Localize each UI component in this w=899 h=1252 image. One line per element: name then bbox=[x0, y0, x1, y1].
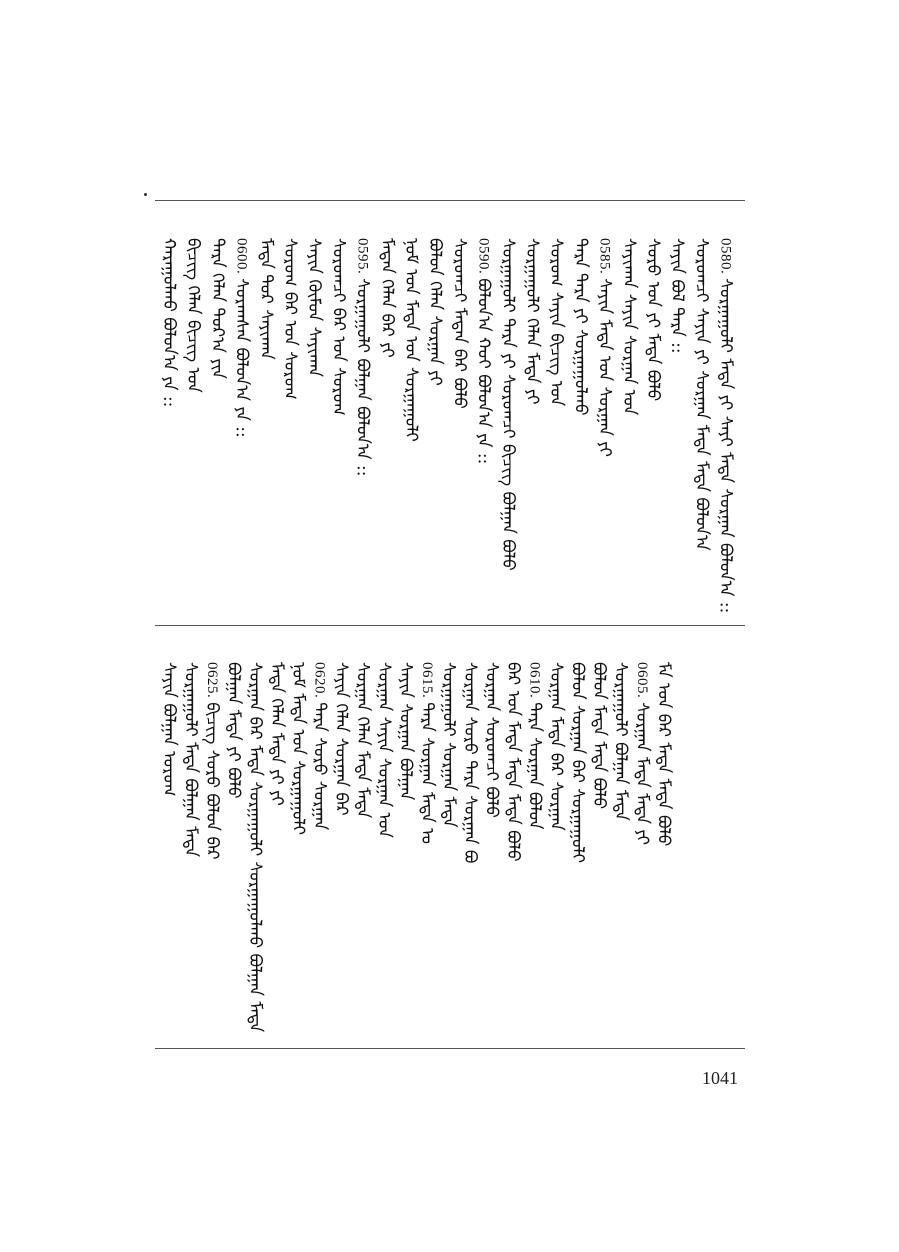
text-column bbox=[545, 662, 567, 831]
verse-text: ᠰᠠᠶᠢᠨ ᠬᠡᠯᠡᠨ ᠰᠤᠷᠭᠠᠨ ᠪᠠᠷ bbox=[331, 662, 351, 816]
text-column bbox=[424, 238, 446, 386]
text-column bbox=[352, 662, 374, 818]
text-column bbox=[182, 238, 204, 393]
verse-text: ᠰᠠᠶᠢᠬᠠᠨ ᠰᠠᠶᠢᠨ ᠰᠤᠷᠭᠠᠨ ᠤᠨ bbox=[618, 238, 639, 416]
text-column bbox=[653, 662, 675, 846]
text-column bbox=[715, 238, 737, 613]
verse-text: ᠰᠤᠷᠠᠭᠰᠠᠨ ᠪᠣᠯᠤᠨ᠎ᠠ ᠶᠡ :: bbox=[231, 278, 252, 438]
text-column bbox=[545, 238, 567, 406]
text-column bbox=[327, 238, 349, 416]
text-column bbox=[497, 238, 519, 571]
text-column bbox=[373, 662, 395, 838]
text-column bbox=[631, 662, 653, 845]
line-number: 0595. bbox=[354, 238, 371, 275]
verse-text: ᠪᠢᠴᠢᠭ᠌ ᠬᠡᠯᠡᠨ ᠪᠢᠴᠢᠭ᠌ ᠤᠨ bbox=[183, 238, 204, 393]
text-column bbox=[201, 662, 223, 860]
line-number: 0620. bbox=[311, 662, 328, 699]
line-number: 0590. bbox=[475, 238, 492, 275]
verse-text: ᠪᠣᠯᠤᠨ ᠬᠡᠯᠡᠨ ᠰᠤᠷᠭᠠᠨ ᠶᠢ bbox=[425, 238, 446, 386]
verse-text: ᠰᠤᠷᠤᠭ ᠰᠠᠶᠢᠨ ᠪᠢᠴᠢᠭ᠌ ᠤᠨ bbox=[546, 238, 567, 407]
verse-text: ᠰᠠᠶᠢᠨ ᠬᠦᠮᠦᠨ ᠰᠠᠶᠢᠬᠠᠨ bbox=[304, 238, 325, 378]
verse-text: ᠨᠣᠮ ᠤᠨ ᠮᠡᠳᠡ ᠤᠨ ᠰᠤᠷᠭᠠᠭᠤᠯᠢ bbox=[401, 238, 421, 442]
verse-text: ᠪᠢᠴᠢᠭ᠌ ᠰᠤᠷᠤ ᠪᠣᠯᠤᠨ ᠪᠠᠷ bbox=[202, 702, 222, 860]
text-column bbox=[438, 662, 460, 828]
text-column bbox=[481, 662, 503, 818]
lower-text-block bbox=[150, 662, 750, 1042]
text-column bbox=[158, 662, 180, 796]
verse-text: ᠰᠤᠷᠤ ᠤᠨ ᠶᠢ ᠮᠡᠳᠡ ᠪᠣᠯᠤ bbox=[643, 238, 663, 402]
verse-text: ᠬᠠᠷᠠᠭᠤᠯᠬᠤ ᠪᠣᠯᠤᠨ᠎ᠠ ᠶᠡ :: bbox=[159, 238, 179, 408]
text-column bbox=[395, 662, 417, 800]
verse-text: ᠰᠤᠷᠭᠠᠭᠤᠯᠢ ᠮᠡᠳᠡ ᠶᠢ ᠰᠠᠶᠢ ᠮᠡᠳᠡ ᠰᠤᠷᠭᠠᠨ ᠪᠣᠯᠤᠨ᠎ᠠ :: bbox=[715, 278, 736, 614]
text-column bbox=[352, 238, 374, 477]
verse-text: ᠪᠣᠯᠤᠨ ᠰᠤᠷᠭᠠᠨ ᠪᠠᠷ ᠰᠤᠷᠭᠠᠭᠤᠯᠢ bbox=[567, 662, 588, 863]
verse-text: ᠲᠡᠷᠡ ᠰᠤᠷᠭᠠᠨ ᠪᠣᠯᠤᠨ bbox=[524, 702, 545, 830]
line-number: 0600. bbox=[233, 238, 250, 275]
text-column bbox=[642, 238, 664, 401]
verse-text: ᠰᠤᠷᠭᠠᠭᠤᠯᠢ ᠬᠡᠯᠡᠨ ᠮᠡᠳᠡ ᠶᠢ bbox=[522, 238, 542, 405]
verse-text: ᠨᠣᠮ ᠮᠡᠳᠡ ᠤᠨ ᠰᠤᠷᠭᠠᠭᠤᠯᠢ bbox=[288, 662, 308, 835]
text-column bbox=[400, 238, 422, 442]
verse-text: ᠰᠤᠷᠭᠠᠭᠤᠯᠢ ᠰᠤᠷᠭᠠᠨ ᠮᠡᠳᠡ bbox=[438, 662, 459, 828]
text-column bbox=[287, 662, 309, 835]
line-number: 0625. bbox=[204, 662, 220, 699]
text-column bbox=[448, 238, 470, 409]
verse-text: ᠲᠡᠷᠡ ᠬᠡᠯᠡᠨ ᠳᠤᠷ᠎ᠠ ᠶᠢᠨ bbox=[207, 238, 228, 379]
line-number: 0585. bbox=[596, 238, 613, 275]
text-column bbox=[588, 662, 610, 809]
text-column bbox=[244, 662, 266, 1032]
verse-text: ᠰᠠᠶᠢᠨ ᠰᠤᠷᠭᠠᠨ ᠪᠣᠯᠭᠠᠨ bbox=[395, 662, 416, 801]
text-column bbox=[666, 238, 688, 354]
verse-text: ᠰᠠᠶᠢᠨ ᠪᠣᠯᠭᠠᠨ ᠤᠷᠤᠭ bbox=[159, 662, 179, 797]
verse-text: ᠰᠤᠷᠭᠠᠭᠤᠯᠢ ᠪᠣᠯᠭᠠᠨ ᠪᠣᠯᠤᠨ᠎ᠠ :: bbox=[352, 278, 373, 477]
text-column bbox=[266, 662, 288, 806]
text-column bbox=[594, 238, 616, 457]
verse-text: ᠰᠠᠶᠢᠨ ᠪᠣᠯ ᠲᠡᠷᠡ :: bbox=[667, 238, 688, 354]
text-column bbox=[569, 238, 591, 416]
margin-dot bbox=[144, 193, 147, 196]
line-number: 0605. bbox=[634, 662, 650, 699]
text-column bbox=[231, 238, 253, 438]
verse-text: ᠰᠤᠷᠤᠭᠴᠢ ᠰᠠᠶᠢᠨ ᠶᠢ ᠰᠤᠷᠭᠠᠨ ᠮᠡᠳᠡ ᠮᠡᠳᠡ ᠪᠣᠯᠤᠨ᠎ᠠ bbox=[691, 238, 712, 551]
verse-text: ᠪᠣᠯᠤᠨ᠎ᠠ ᠬᠤᠢ ᠪᠣᠯᠤᠨ᠎ᠠ ᠶᠡ :: bbox=[473, 278, 494, 465]
page-number: 1041 bbox=[702, 1068, 738, 1088]
verse-text: ᠲᠡᠷᠡ ᠲᠡᠷᠡ ᠶᠢ ᠰᠤᠷᠭᠠᠭᠤᠯᠬᠤ bbox=[570, 238, 591, 416]
text-column bbox=[330, 662, 352, 816]
verse-text: ᠰᠤᠷᠤᠭᠴᠢ ᠪᠠᠷ ᠤᠨ ᠰᠤᠷᠤᠭ bbox=[328, 238, 349, 416]
verse-text: ᠰᠤᠷᠭᠠᠭᠤᠯᠢ ᠪᠣᠯᠭᠠᠨ ᠮᠡᠳᠡ bbox=[610, 662, 631, 821]
verse-text: ᠰᠤᠷᠤᠭᠴᠢ ᠮᠡᠳᠡᠨ ᠪᠠᠷ ᠪᠣᠯᠤ bbox=[449, 238, 470, 409]
verse-text: ᠰᠤᠷᠭᠠᠨ ᠮᠡᠳᠡ ᠮᠡᠳᠡ ᠶᠢ bbox=[632, 702, 652, 846]
line-number: 0615. bbox=[419, 662, 435, 699]
verse-text: ᠰᠤᠷᠭᠠᠨ ᠮᠡᠳᠡ ᠪᠠᠷ ᠰᠤᠷᠭᠠᠨ bbox=[546, 662, 566, 831]
verse-text: ᠪᠣᠯᠤᠨ ᠮᠡᠳᠡ ᠮᠡᠳᠡ ᠪᠣᠯᠤ bbox=[589, 662, 609, 810]
verse-text: ᠲᠡᠷᠡ ᠰᠤᠷᠭᠠᠨ ᠮᠡᠳᠡ ᠣ bbox=[417, 702, 437, 844]
text-column bbox=[618, 238, 640, 415]
text-column bbox=[206, 238, 228, 379]
verse-text: ᠮᠡᠳᠡᠨ ᠬᠡᠯᠡᠨ ᠪᠡᠷ ᠶᠢ bbox=[376, 238, 397, 358]
text-column bbox=[180, 662, 202, 857]
bottom-rule bbox=[155, 1048, 745, 1049]
text-column bbox=[610, 662, 632, 821]
verse-text: ᠰᠤᠷᠭᠠᠨ ᠰᠠᠶᠢᠨ ᠰᠤᠷᠭᠠᠨ ᠤᠨ bbox=[374, 662, 394, 838]
text-column bbox=[416, 662, 438, 844]
verse-text: ᠰᠤᠷᠭᠠᠨ ᠰᠤᠷᠤ ᠲᠡᠷᠡ ᠰᠤᠷᠭᠠᠨ ᠪᠣ bbox=[460, 662, 480, 864]
verse-text: ᠪᠣᠯᠭᠠᠨ ᠮᠡᠳᠡ ᠶᠢ ᠪᠣᠯᠤ bbox=[223, 662, 244, 799]
verse-text: ᠰᠤᠷᠭᠠᠭᠤᠯᠢ ᠮᠡᠳᠡ ᠪᠣᠯᠭᠠᠨ ᠮᠡᠳᠡ bbox=[180, 662, 201, 858]
verse-text: ᠮᠡᠳᠡ ᠳᠤᠷ ᠰᠠᠶᠢᠬᠠᠨ bbox=[255, 238, 276, 360]
text-column bbox=[279, 238, 301, 400]
upper-text-block bbox=[150, 238, 750, 618]
verse-text: ᠮᠡᠳᠡ ᠬᠡᠯᠡᠨ ᠮᠡᠳᠡ ᠶᠢ ᠶᠢ bbox=[266, 662, 287, 806]
text-column bbox=[524, 662, 546, 830]
text-column bbox=[502, 662, 524, 862]
verse-text: ᠰᠠᠶᠢᠨ ᠮᠡᠳᠡ ᠤᠨ ᠰᠤᠷᠭᠠᠨ ᠶᠢ bbox=[594, 278, 615, 457]
verse-text: ᠲᠡᠷᠡ ᠰᠤᠷᠤ ᠰᠤᠷᠭᠠᠨ bbox=[309, 702, 330, 831]
middle-rule bbox=[155, 625, 745, 626]
line-number: 0580. bbox=[717, 238, 734, 275]
text-column bbox=[223, 662, 245, 799]
text-column bbox=[473, 238, 495, 464]
verse-text: ᠰᠤᠷᠭᠠᠨ ᠪᠠᠷ ᠮᠡᠳᠡ ᠰᠤᠷᠭᠠᠭᠤᠯᠢ ᠰᠤᠷᠭᠠᠭᠤᠯᠬᠤ ᠪᠣᠯᠭᠠᠨ ᠮᠡᠳᠡ bbox=[245, 662, 265, 1033]
text-column bbox=[309, 662, 331, 830]
verse-text: ᠪᠠᠷ ᠤᠨ ᠮᠡᠳᠡ ᠮᠡᠳᠡ ᠮᠡᠳᠡ ᠪᠣᠯᠤ bbox=[503, 662, 523, 862]
text-column bbox=[521, 238, 543, 405]
verse-text: ᠰᠤᠷᠤᠭ ᠪᠠᠷ ᠤᠨ ᠰᠤᠷᠤᠭ bbox=[280, 238, 300, 400]
verse-text: ᠮᠡ ᠤᠨ ᠪᠠᠷ ᠮᠡᠳᠡ ᠮᠡᠳᠡ ᠪᠣᠯᠤ bbox=[653, 662, 674, 847]
text-column bbox=[303, 238, 325, 377]
text-column bbox=[567, 662, 589, 863]
text-column bbox=[158, 238, 180, 407]
top-rule bbox=[155, 200, 745, 201]
text-column bbox=[690, 238, 712, 551]
text-column bbox=[376, 238, 398, 358]
verse-text: ᠰᠤᠷᠭᠠᠨ ᠰᠤᠷᠤᠭᠴᠢ ᠪᠣᠯᠤ bbox=[481, 662, 502, 818]
line-number: 0610. bbox=[526, 662, 543, 699]
text-column bbox=[459, 662, 481, 863]
verse-text: ᠰᠤᠷᠭᠠᠨ ᠬᠡᠯᠡᠨ ᠮᠡᠳᠡ ᠮᠡᠳᠡ bbox=[352, 662, 373, 819]
text-column bbox=[255, 238, 277, 360]
verse-text: ᠰᠤᠷᠭᠠᠭᠤᠯᠢ ᠲᠡᠷᠡ ᠶᠢ ᠰᠤᠷᠤᠭᠴᠢ ᠪᠢᠴᠢᠭ᠌ ᠪᠣᠯᠭᠠᠨ ᠪᠣᠯᠤ bbox=[497, 238, 518, 571]
